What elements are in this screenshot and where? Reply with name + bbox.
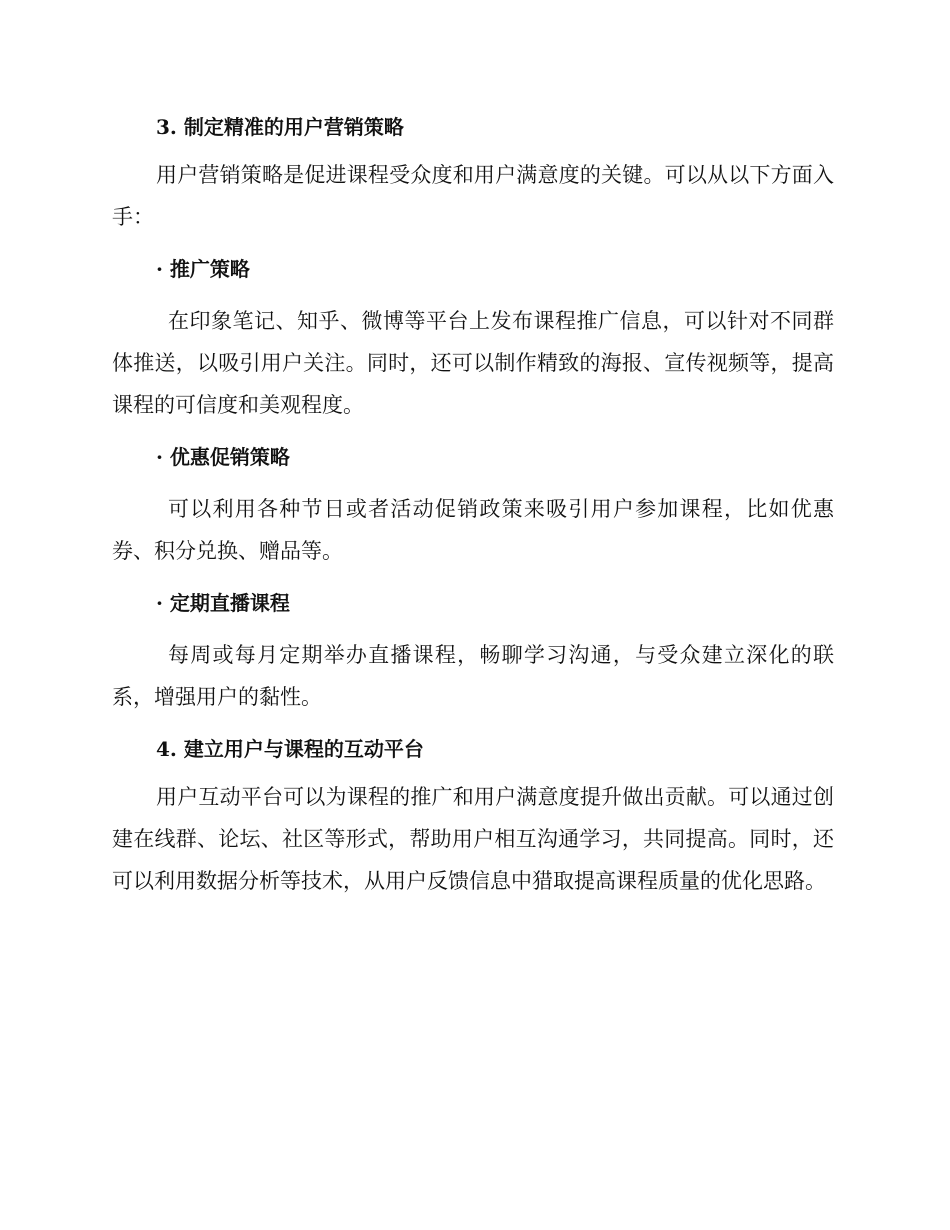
section-3-heading: 3. 制定精准的用户营销策略 <box>156 115 404 139</box>
item-promotion-title: · 推广策略 <box>156 257 250 281</box>
item-discount-title: · 优惠促销策略 <box>156 445 290 469</box>
item-live-course-body: 每周或每月定期举办直播课程，畅聊学习沟通，与受众建立深化的联系，增强用户的黏性。 <box>112 643 834 709</box>
item-promotion-body: 在印象笔记、知乎、微博等平台上发布课程推广信息，可以针对不同群体推送，以吸引用户关注。同时，还可以制作精致的海报、宣传视频等，提高课程的可信度和美观程度。 <box>112 309 834 417</box>
section-4-body: 用户互动平台可以为课程的推广和用户满意度提升做出贡献。可以通过创建在线群、论坛、社区等形式，帮助用户相互沟通学习，共同提高。同时，还可以利用数据分析等技术，从用户反馈信息中猎取提高课程质量的优化思路。 <box>112 785 834 893</box>
section-4-heading: 4. 建立用户与课程的互动平台 <box>156 737 424 761</box>
section-3-intro: 用户营销策略是促进课程受众度和用户满意度的关键。可以从以下方面入手： <box>112 163 834 229</box>
item-discount-body: 可以利用各种节日或者活动促销政策来吸引用户参加课程，比如优惠券、积分兑换、赠品等。 <box>112 497 834 563</box>
document-content <box>112 106 834 912</box>
item-live-course-title: · 定期直播课程 <box>156 591 290 615</box>
